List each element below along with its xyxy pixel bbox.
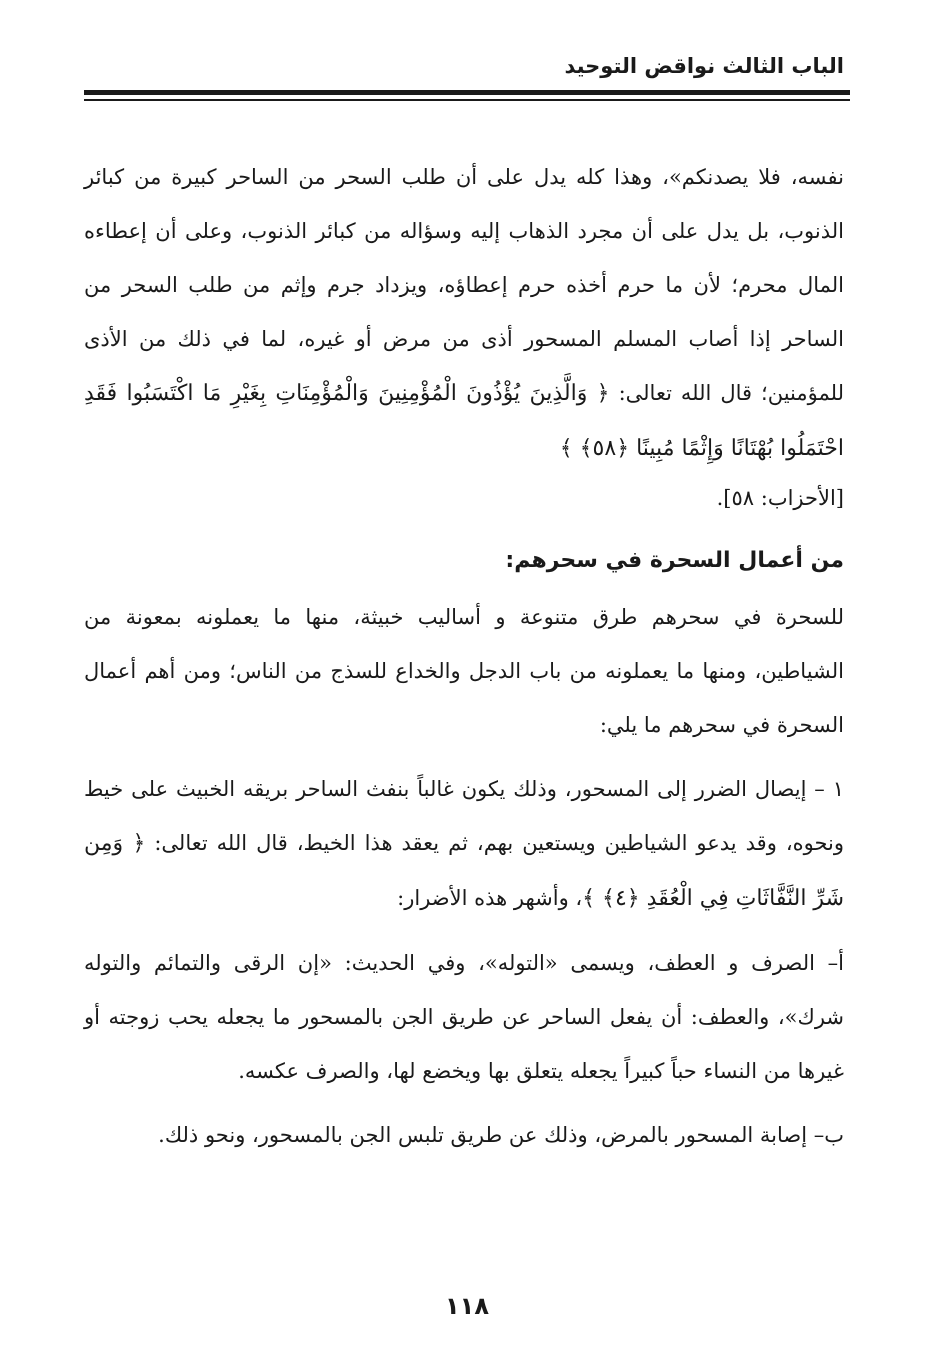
page-number: ١١٨ (445, 1292, 489, 1320)
paragraph-3-text: ١ – إيصال الضرر إلى المسحور، وذلك يكون غالباً بنفث الساحر بريقه الخبيث على خيط ونحوه، وقد يدعو الشياطين ويستعين بهم، ثم يعقد هذا الخيط، قال الله تعالى: (84, 777, 844, 855)
section-heading: من أعمال السحرة في سحرهم: (505, 548, 844, 573)
quran-verse-falaq: ﴿ وَمِن شَرِّ النَّفَّاثَاتِ فِي الْعُقَدِ ﴿٤﴾ ﴾ (84, 831, 844, 911)
paragraph-4: أ– الصرف و العطف، ويسمى «التوله»، وفي الحديث: «إن الرقى والتمائم والتوله شرك»، والعطف: أن يفعل الساحر عن طريق الجن بالمسحور ما يجعله يحب زوجته أو غيرها من النساء حباً كبيراً يجعله يتعلق بها ويخضع لها، والصرف عكسه. (84, 951, 844, 1083)
paragraph-5: ب– إصابة المسحور بالمرض، وذلك عن طريق تلبس الجن بالمسحور، ونحو ذلك. (158, 1123, 844, 1147)
paragraph-3 (84, 762, 844, 926)
paragraph-1 (84, 150, 844, 476)
running-head: الباب الثالث نواقض التوحيد (564, 54, 844, 78)
verse-citation: [الأحزاب: ٥٨]. (716, 486, 844, 510)
page-body (84, 150, 844, 1172)
quran-verse-ahzab: ﴿ وَالَّذِينَ يُؤْذُونَ الْمُؤْمِنِينَ وَالْمُؤْمِنَاتِ بِغَيْرِ مَا اكْتَسَبُوا فَقَدِ احْتَمَلُوا بُهْتَانًا وَإِثْمًا مُبِينًا ﴿٥٨﴾ ﴾ (84, 381, 844, 461)
paragraph-3-tail: ، وأشهر هذه الأضرار: (397, 886, 583, 910)
header-rule-thin (84, 99, 850, 101)
paragraph-2: للسحرة في سحرهم طرق متنوعة و أساليب خبيثة، منها ما يعملونه بمعونة من الشياطين، ومنها ما يعملونه من باب الدجل والخداع للسذج من الناس؛ ومن أهم أعمال السحرة في سحرهم ما يلي: (84, 605, 844, 737)
paragraph-1-text: نفسه، فلا يصدنكم»، وهذا كله يدل على أن طلب السحر من الساحر كبيرة من كبائر الذنوب، بل يدل على أن مجرد الذهاب إليه وسؤاله من كبائر الذنوب، وعلى أن إعطاءه المال محرم؛ لأن ما حرم أخذه حرم إعطاؤه، ويزداد جرم وإثم من طلب السحر من الساحر إذا أصاب المسلم المسحور أذى من مرض أو غيره، لما في ذلك من الأذى للمؤمنين؛ قال الله تعالى: (84, 165, 844, 405)
header-rule-thick (84, 90, 850, 95)
